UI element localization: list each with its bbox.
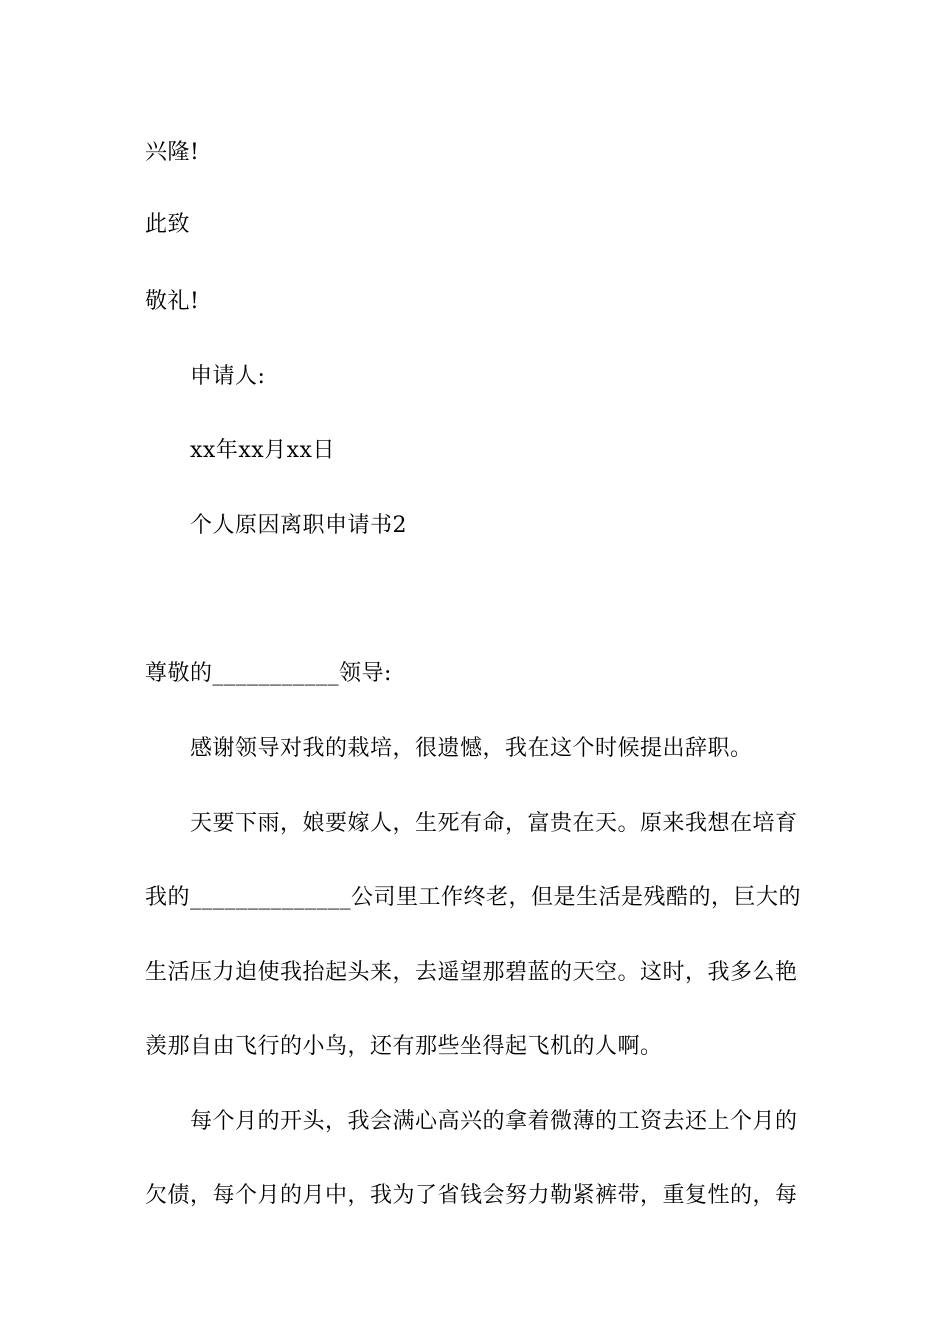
- paragraph-2-line-3: 生活压力迫使我抬起头来，去遥望那碧蓝的天空。这时，我多么艳: [145, 960, 798, 985]
- salutation-prefix: 尊敬的: [145, 661, 213, 686]
- closing-line-respectfully: 此致: [145, 212, 191, 237]
- paragraph-2-line-2: [145, 883, 810, 913]
- date-line: xx年xx月xx日: [190, 438, 335, 463]
- closing-line-prosperity: 兴隆!: [145, 140, 200, 165]
- paragraph-3-line-2: 欠债，每个月的月中，我为了省钱会努力勒紧裤带，重复性的，每: [145, 1183, 798, 1208]
- paragraph-3-line-1: 每个月的开头，我会满心高兴的拿着微薄的工资去还上个月的: [190, 1109, 798, 1134]
- paragraph-2-line-4: 羡那自由飞行的小鸟，还有那些坐得起飞机的人啊。: [145, 1034, 663, 1059]
- salutation-blank: ___________: [212, 661, 340, 686]
- paragraph-1: 感谢领导对我的栽培，很遗憾，我在这个时候提出辞职。: [190, 736, 753, 761]
- salutation-line: [145, 659, 810, 689]
- paragraph-2-suffix: 公司里工作终老，但是生活是残酷的，巨大的: [351, 885, 802, 910]
- company-blank: ______________: [190, 885, 352, 910]
- salutation-suffix: 领导:: [339, 661, 392, 686]
- section-title: 个人原因离职申请书2: [190, 513, 407, 538]
- closing-line-salute: 敬礼!: [145, 289, 200, 314]
- paragraph-2-line-1: 天要下雨，娘要嫁人，生死有命，富贵在天。原来我想在培育: [190, 811, 798, 836]
- paragraph-2-prefix: 我的: [145, 885, 191, 910]
- applicant-line: 申请人:: [190, 364, 266, 389]
